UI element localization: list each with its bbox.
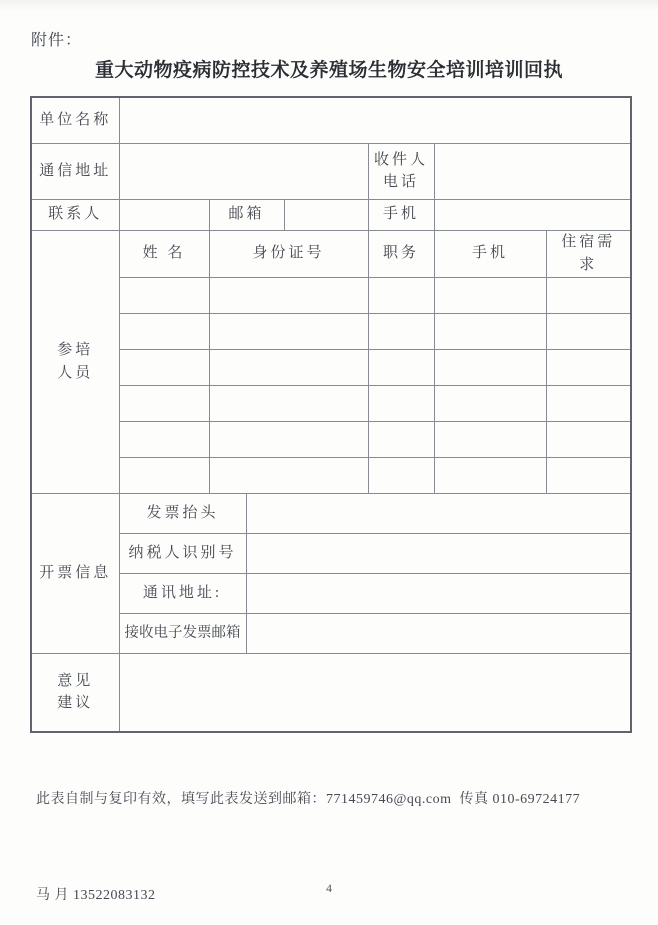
- participants-col-name: 姓 名: [119, 231, 209, 278]
- mobile-value-cell: [434, 200, 631, 231]
- invoice-label: 开票信息: [31, 494, 119, 654]
- participant-name-cell: [119, 422, 209, 458]
- participant-mobile-cell: [434, 458, 546, 494]
- participant-accommodation-cell: [546, 386, 631, 422]
- participants-col-accommodation: 住宿需求: [546, 231, 631, 278]
- participant-id-cell: [209, 314, 368, 350]
- footer-line-1: 此表自制与复印有效，填写此表发送到邮箱：771459746@qq.com 传真 010-69724177: [36, 792, 581, 807]
- page-number: 4: [326, 881, 332, 895]
- participant-id-cell: [209, 278, 368, 314]
- participant-mobile-cell: [434, 350, 546, 386]
- participant-accommodation-cell: [546, 278, 631, 314]
- participant-id-cell: [209, 422, 368, 458]
- invoice-taxid-label: 纳税人识别号: [119, 534, 246, 574]
- participant-position-cell: [368, 314, 434, 350]
- participant-id-cell: [209, 458, 368, 494]
- participant-position-cell: [368, 350, 434, 386]
- participant-name-cell: [119, 314, 209, 350]
- participants-col-mobile: 手机: [434, 231, 546, 278]
- attachment-label: 附件：: [31, 32, 83, 49]
- contact-value-cell: [119, 200, 209, 231]
- participant-mobile-cell: [434, 278, 546, 314]
- participants-label: 参培人员: [31, 231, 119, 494]
- contact-row: [31, 200, 631, 231]
- recipient-phone-label: 收件人电话: [368, 144, 434, 200]
- participant-accommodation-cell: [546, 350, 631, 386]
- invoice-row-title: [31, 494, 631, 534]
- participant-id-cell: [209, 386, 368, 422]
- invoice-row-email: [31, 614, 631, 654]
- page-title: 重大动物疫病防控技术及养殖场生物安全培训培训回执: [94, 60, 563, 81]
- participants-header-row: [31, 231, 631, 278]
- invoice-address-label: 通讯地址:: [119, 574, 246, 614]
- participant-row: [31, 314, 631, 350]
- invoice-row-taxid: [31, 534, 631, 574]
- unit-name-label: 单位名称: [31, 97, 119, 144]
- participant-row: [31, 458, 631, 494]
- registration-form-table: [30, 96, 632, 733]
- contact-label: 联系人: [31, 200, 119, 231]
- participant-position-cell: [368, 422, 434, 458]
- footer-line-2: 马 月 13522083132: [36, 888, 156, 903]
- participants-col-position: 职务: [368, 231, 434, 278]
- invoice-row-address: [31, 574, 631, 614]
- participant-name-cell: [119, 458, 209, 494]
- invoice-email-value-cell: [246, 614, 631, 654]
- participant-position-cell: [368, 278, 434, 314]
- participant-mobile-cell: [434, 422, 546, 458]
- participant-position-cell: [368, 458, 434, 494]
- participants-col-id-number: 身份证号: [209, 231, 368, 278]
- invoice-title-label: 发票抬头: [119, 494, 246, 534]
- participant-mobile-cell: [434, 386, 546, 422]
- participant-row: [31, 386, 631, 422]
- mailing-address-row: [31, 144, 631, 200]
- unit-name-value-cell: [119, 97, 631, 144]
- participant-name-cell: [119, 350, 209, 386]
- mailing-address-value-cell: [119, 144, 368, 200]
- invoice-address-value-cell: [246, 574, 631, 614]
- invoice-taxid-value-cell: [246, 534, 631, 574]
- participant-name-cell: [119, 278, 209, 314]
- participant-accommodation-cell: [546, 458, 631, 494]
- participant-accommodation-cell: [546, 422, 631, 458]
- participant-row: [31, 422, 631, 458]
- recipient-phone-value-cell: [434, 144, 631, 200]
- email-label: 邮箱: [209, 200, 284, 231]
- unit-name-row: [31, 97, 631, 144]
- mobile-label: 手机: [368, 200, 434, 231]
- participant-row: [31, 350, 631, 386]
- participant-id-cell: [209, 350, 368, 386]
- participant-mobile-cell: [434, 314, 546, 350]
- participant-row: [31, 278, 631, 314]
- participant-name-cell: [119, 386, 209, 422]
- invoice-email-label: 接收电子发票邮箱: [119, 614, 246, 654]
- participant-position-cell: [368, 386, 434, 422]
- invoice-title-value-cell: [246, 494, 631, 534]
- email-value-cell: [284, 200, 368, 231]
- mailing-address-label: 通信地址: [31, 144, 119, 200]
- participant-accommodation-cell: [546, 314, 631, 350]
- comments-label: 意见建议: [31, 654, 119, 733]
